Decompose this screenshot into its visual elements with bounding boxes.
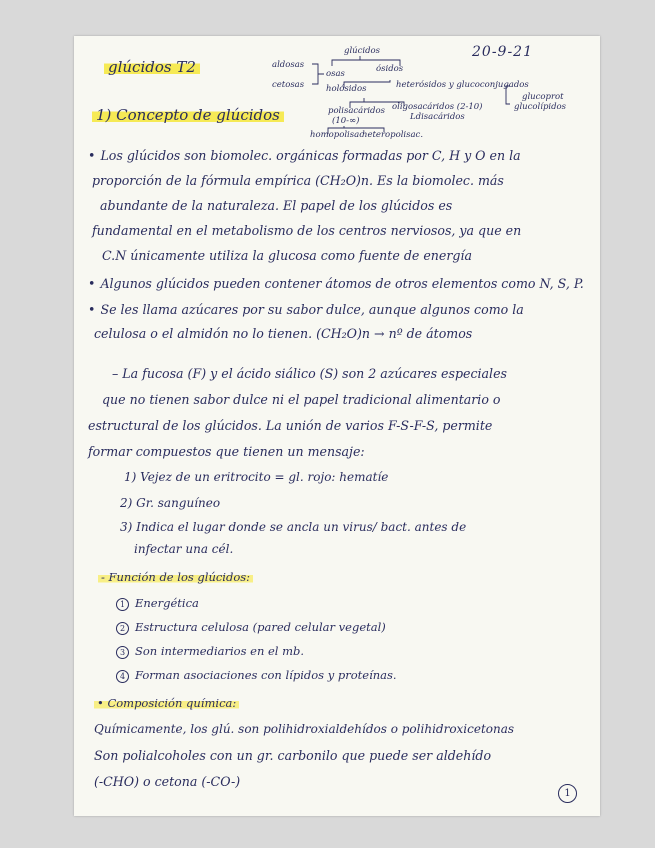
tree-heteropolisac: heteropolisac. xyxy=(362,130,424,140)
bullet-icon: • xyxy=(88,276,96,291)
text-line: Los glúcidos son biomolec. orgánicas formadas por C, H y O en la xyxy=(100,148,521,163)
tree-glucidos: glúcidos xyxy=(344,46,381,56)
tree-homopolisac: homopolisac xyxy=(310,130,364,140)
tree-osidos: ósidos xyxy=(376,64,404,74)
tree-aldosas: aldosas xyxy=(272,60,305,70)
tree-glucoprot: glucoprot xyxy=(522,92,564,102)
paragraph-1-line-1 xyxy=(88,148,521,163)
tree-heterosidos: heterósidos y glucoconjugados xyxy=(396,80,529,90)
list-item xyxy=(116,668,397,683)
paragraph-3-line-1 xyxy=(88,302,524,317)
composicion-line-2: Son polialcoholes con un gr. carbonilo que puede ser aldehído xyxy=(94,748,492,763)
page-number: 1 xyxy=(558,784,577,803)
tree-connectors xyxy=(74,36,600,156)
circled-number: 2 xyxy=(116,622,129,635)
circled-number: 1 xyxy=(116,598,129,611)
list-item xyxy=(116,596,199,611)
page-title-text: glúcidos T2 xyxy=(104,58,200,76)
paragraph-1-line-3: abundante de la naturaleza. El papel de los glúcidos es xyxy=(100,198,453,213)
paragraph-1-line-4: fundamental en el metabolismo de los centros nerviosos, ya que en xyxy=(92,223,522,238)
list-item-continuation: infectar una cél. xyxy=(134,542,234,556)
circled-number: 4 xyxy=(116,670,129,683)
bullet-icon: • xyxy=(88,148,96,163)
paragraph-3-line-2: celulosa o el almidón no lo tienen. (CH₂O)n → nº de átomos xyxy=(94,326,473,341)
date: 20-9-21 xyxy=(472,44,533,60)
list-item-text: Estructura celulosa (pared celular vegetal) xyxy=(135,620,386,634)
notebook-page xyxy=(74,36,600,816)
list-item: 1) Vejez de un eritrocito = gl. rojo: hematíe xyxy=(124,470,389,484)
text-line: Se les llama azúcares por su sabor dulce, aunque algunos como la xyxy=(100,302,524,317)
paragraph-4-line-2: que no tienen sabor dulce ni el papel tradicional alimentario o xyxy=(102,392,501,407)
section-heading-concepto-text: 1) Concepto de glúcidos xyxy=(92,106,284,124)
tree-disacaridos: Ldisacáridos xyxy=(410,112,465,122)
bullet-icon: • xyxy=(88,302,96,317)
list-item: 3) Indica el lugar donde se ancla un virus/ bact. antes de xyxy=(120,520,467,534)
paragraph-4-line-4: formar compuestos que tienen un mensaje: xyxy=(88,444,365,459)
section-heading-composicion-text: • Composición química: xyxy=(94,696,239,710)
tree-holosidos: holósidos xyxy=(326,84,367,94)
list-item xyxy=(116,620,386,635)
composicion-line-3: (-CHO) o cetona (-CO-) xyxy=(94,774,241,789)
tree-cetosas: cetosas xyxy=(272,80,305,90)
list-item-text: Son intermediarios en el mb. xyxy=(135,644,305,658)
paragraph-4-line-3: estructural de los glúcidos. La unión de varios F-S-F-S, permite xyxy=(88,418,493,433)
paragraph-4-line-1: – La fucosa (F) y el ácido siálico (S) son 2 azúcares especiales xyxy=(112,366,508,381)
tree-oligosacaridos: oligosacáridos (2-10) xyxy=(392,102,483,112)
section-heading-funcion xyxy=(98,570,253,584)
tree-polisacaridos: polisacáridos xyxy=(328,106,385,116)
composicion-line-1: Químicamente, los glú. son polihidroxialdehídos o polihidroxicetonas xyxy=(94,722,515,736)
tree-osas: osas xyxy=(326,69,345,79)
tree-glucolipidos: glucolípidos xyxy=(514,102,567,112)
section-heading-composicion xyxy=(94,696,239,710)
tree-range: (10-∞) xyxy=(332,116,360,126)
circled-number: 3 xyxy=(116,646,129,659)
list-item-text: Energética xyxy=(135,596,199,610)
list-item: 2) Gr. sanguíneo xyxy=(120,496,221,510)
list-item-text: Forman asociaciones con lípidos y proteínas. xyxy=(135,668,397,682)
section-heading-funcion-text: - Función de los glúcidos: xyxy=(98,570,253,584)
section-heading-concepto xyxy=(92,106,284,124)
text-line: Algunos glúcidos pueden contener átomos de otros elementos como N, S, P. xyxy=(100,276,584,291)
list-item xyxy=(116,644,304,659)
paragraph-1-line-5: C.N únicamente utiliza la glucosa como fuente de energía xyxy=(102,248,472,263)
paragraph-1-line-2: proporción de la fórmula empírica (CH₂O)n. Es la biomolec. más xyxy=(92,173,504,188)
paragraph-2 xyxy=(88,276,584,291)
